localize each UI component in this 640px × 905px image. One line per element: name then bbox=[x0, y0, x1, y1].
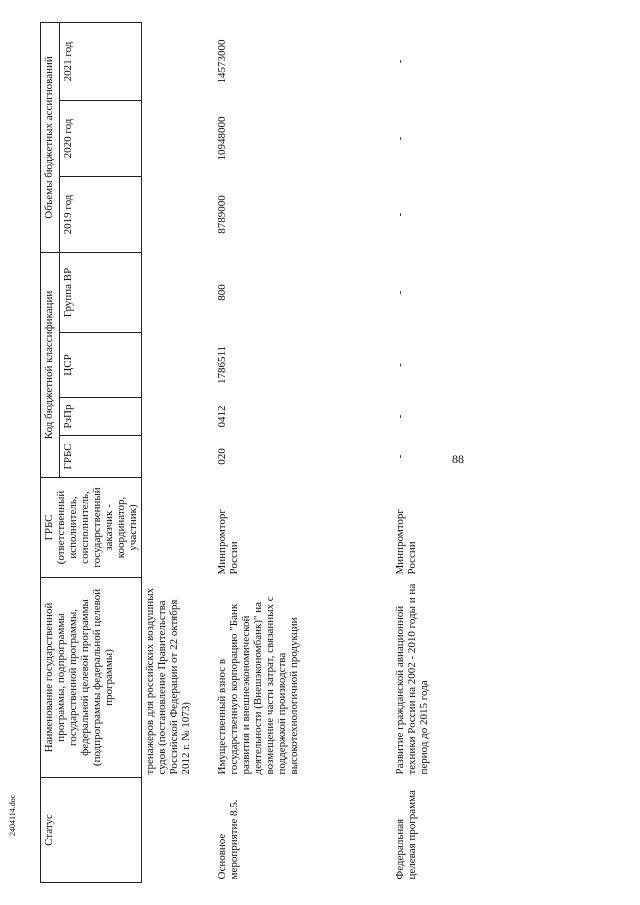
header-2019: 2019 год bbox=[60, 176, 142, 252]
cell-name: тренажеров для российских воздушных судов (постановление Правительства Российской Федерации от 22 октября 2012 г. № 1073) bbox=[144, 587, 192, 775]
cell-2021 bbox=[142, 22, 214, 100]
header-2020: 2020 год bbox=[60, 100, 142, 176]
cell-grbs bbox=[142, 436, 214, 478]
cell-status: Основное мероприятие 8.5. bbox=[215, 799, 240, 880]
header-rzpr: РзПр bbox=[60, 398, 142, 436]
cell-name: Имущественный взнос в государственную корпорацию "Банк развития и внешнеэкономической деятельности (Внешэкономбанк)" на возмещение части затрат, связанных с поддержкой производства высокотехнологичной продукции bbox=[215, 596, 300, 775]
cell-status bbox=[142, 778, 214, 883]
cell-2020: - bbox=[393, 136, 406, 141]
table-row bbox=[392, 22, 472, 882]
cell-csr bbox=[142, 333, 214, 398]
header-csr: ЦСР bbox=[60, 333, 142, 398]
cell-rzpr bbox=[142, 398, 214, 436]
header-budget-code: Код бюджетной классификации bbox=[41, 252, 60, 477]
cell-rzpr: - bbox=[393, 414, 406, 419]
cell-2020 bbox=[142, 100, 214, 176]
cell-grbs-responsible: Минпромторг России bbox=[215, 509, 240, 575]
table-row bbox=[142, 22, 214, 882]
page-number: 88 bbox=[452, 452, 464, 466]
cell-2021: 14573000 bbox=[215, 39, 228, 84]
header-name: Наименование государственной программы, подпрограммы государственной программы, федеральной целевой программы (подпрограммы федеральной целевой программы) bbox=[41, 578, 142, 778]
header-grbs-responsible: ГРБС (ответственный исполнитель, соисполнитель, государственный заказчик - координатор, участник) bbox=[41, 478, 142, 578]
document-id: 2404114.doc bbox=[8, 794, 17, 836]
cell-csr: - bbox=[393, 363, 406, 367]
cell-2020: 10948000 bbox=[215, 116, 228, 161]
cell-grbs-responsible bbox=[142, 478, 214, 578]
cell-grbs: 020 bbox=[215, 448, 228, 465]
cell-grbs: - bbox=[393, 454, 406, 459]
header-vr: Группа ВР bbox=[60, 252, 142, 332]
cell-vr: 800 bbox=[215, 284, 228, 301]
header-grbs: ГРБС bbox=[60, 436, 142, 478]
cell-2021: - bbox=[393, 59, 406, 64]
cell-2019 bbox=[142, 176, 214, 252]
cell-vr: - bbox=[393, 290, 406, 295]
cell-2019: - bbox=[393, 212, 406, 217]
cell-rzpr: 0412 bbox=[215, 405, 228, 428]
header-volumes: Объемы бюджетных ассигнований bbox=[41, 22, 60, 252]
header-status: Статус bbox=[41, 778, 142, 883]
cell-grbs-responsible: Минпромторг России bbox=[393, 509, 418, 575]
table-row bbox=[214, 22, 392, 882]
budget-table-container bbox=[40, 23, 610, 883]
cell-vr bbox=[142, 252, 214, 332]
cell-csr: 1786511 bbox=[215, 345, 228, 385]
header-2021: 2021 год bbox=[60, 22, 142, 100]
budget-table bbox=[40, 22, 472, 883]
cell-2019: 8789000 bbox=[215, 195, 228, 234]
cell-name: Развитие гражданской авиационной техники России на 2002 - 2010 годы и на период до 2015 года bbox=[393, 583, 430, 775]
cell-status: Федеральная целевая программа bbox=[393, 790, 418, 880]
